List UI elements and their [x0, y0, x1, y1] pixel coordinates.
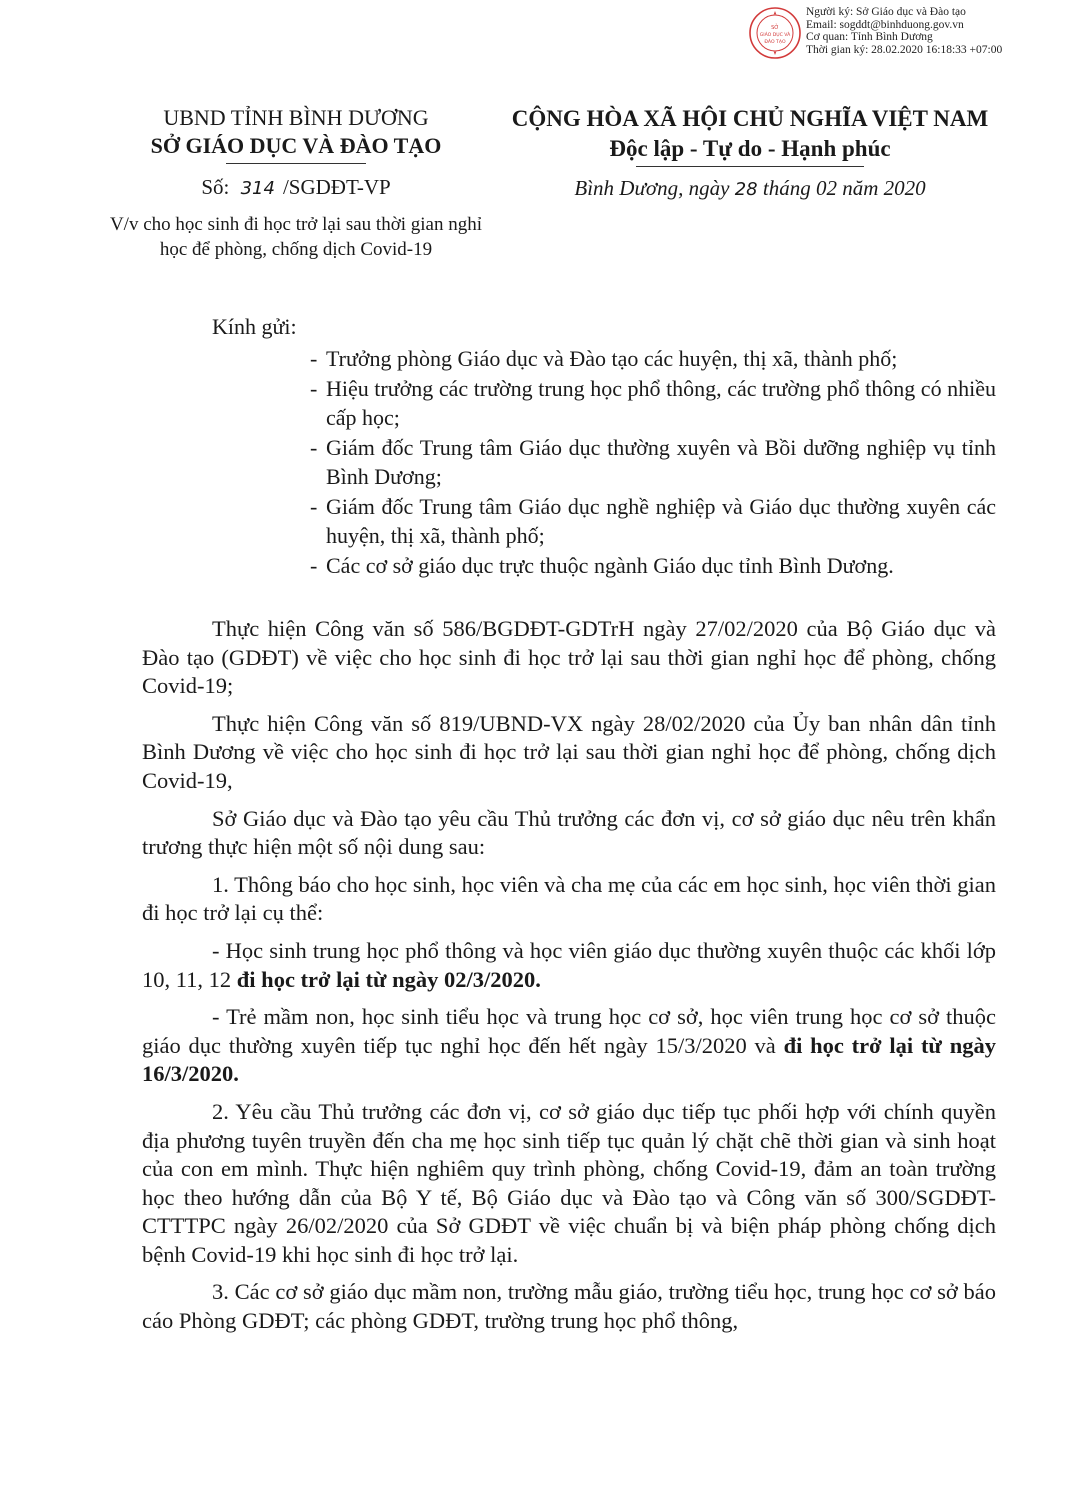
recipient-text: Giám đốc Trung tâm Giáo dục nghề nghiệp và Giáo dục thường xuyên các huyện, thị xã, thành phố;: [326, 494, 996, 548]
body-paragraph-3: Sở Giáo dục và Đào tạo yêu cầu Thủ trưởng các đơn vị, cơ sở giáo dục nêu trên khẩn trương thực hiện một số nội dung sau:: [142, 805, 996, 860]
place-date-suffix: tháng 02 năm 2020: [762, 176, 926, 200]
document-subject: V/v cho học sinh đi học trở lại sau thời gian nghỉ học để phòng, chống dịch Covid-19: [109, 214, 483, 260]
body-paragraph-5-text: - Học sinh trung học phổ thông và học viên giáo dục thường xuyên thuộc các khối lớp 10, 11, 12: [142, 937, 996, 992]
signature-email: Email: sogddt@binhduong.gov.vn: [806, 18, 964, 31]
body-paragraph-1: Thực hiện Công văn số 586/BGDĐT-GDTrH ngày 27/02/2020 của Bộ Giáo dục và Đào tạo (GDĐT) về việc cho học sinh đi học trở lại sau thời gian nghỉ học để phòng, chống Covid-19;: [142, 616, 996, 699]
document-number-suffix: /SGDĐT-VP: [282, 175, 391, 199]
issuer-authority: UBND TỈNH BÌNH DƯƠNG: [163, 105, 429, 130]
recipient-text: Các cơ sở giáo dục trực thuộc ngành Giáo dục tỉnh Bình Dương.: [326, 553, 894, 578]
nation-motto: Độc lập - Tự do - Hạnh phúc: [609, 136, 891, 161]
svg-text:GIÁO DỤC VÀ: GIÁO DỤC VÀ: [759, 33, 791, 38]
recipient-text: Trưởng phòng Giáo dục và Đào tạo các huyện, thị xã, thành phố;: [326, 346, 898, 371]
recipient-list: [310, 344, 996, 580]
document-number-value: 314: [240, 178, 275, 199]
body-paragraph-4: 1. Thông báo cho học sinh, học viên và cha mẹ của các em học sinh, học viên thời gian đi học trở lại cụ thể:: [142, 871, 996, 926]
document-number: [100, 174, 492, 202]
document-body: [142, 615, 996, 1345]
recipient-item: - Giám đốc Trung tâm Giáo dục thường xuyên và Bồi dưỡng nghiệp vụ tỉnh Bình Dương;: [310, 435, 996, 489]
body-paragraph-5: [142, 937, 996, 994]
national-header: [486, 104, 1014, 203]
place-date: [486, 175, 1014, 203]
recipient-text: Giám đốc Trung tâm Giáo dục thường xuyên và Bồi dưỡng nghiệp vụ tỉnh Bình Dương;: [326, 435, 996, 489]
motto-underline: [636, 166, 864, 167]
signature-agency: Cơ quan: Tỉnh Bình Dương: [806, 31, 933, 43]
recipient-text: Hiệu trưởng các trường trung học phổ thông, các trường phổ thông có nhiều cấp học;: [326, 376, 996, 430]
body-paragraph-5-bold: đi học trở lại từ ngày 02/3/2020.: [236, 966, 541, 992]
issuer-header: [100, 104, 492, 262]
body-paragraph-6-text: - Trẻ mầm non, học sinh tiểu học và trung học cơ sở, học viên trung học cơ sở thuộc giáo dục thường xuyên tiếp tục nghỉ học đến hết ngày 15/3/2020 và: [142, 1004, 996, 1058]
body-paragraph-2: Thực hiện Công văn số 819/UBND-VX ngày 28/02/2020 của Ủy ban nhân dân tỉnh Bình Dương về việc cho học sinh đi học trở lại sau thời gian nghỉ học để phòng, chống dịch Covid-19,: [142, 710, 996, 793]
greeting: Kính gửi:: [212, 314, 297, 339]
body-paragraph-6-bold: đi học trở lại từ ngày 16/3/2020.: [142, 1032, 996, 1087]
issuer-underline: [226, 163, 366, 164]
body-paragraph-8: 3. Các cơ sở giáo dục mầm non, trường mẫu giáo, trường tiểu học, trung học cơ sở báo cáo Phòng GDĐT; các phòng GDĐT, trường trung học phổ thông,: [142, 1279, 996, 1334]
svg-text:ĐÀO TẠO: ĐÀO TẠO: [764, 40, 786, 45]
svg-text:SỞ: SỞ: [771, 25, 779, 31]
place-date-day: 28: [734, 179, 758, 200]
signature-time: Thời gian ký: 28.02.2020 16:18:33 +07:00: [806, 43, 1003, 56]
document-number-prefix: Số:: [201, 175, 230, 199]
body-paragraph-7: 2. Yêu cầu Thủ trưởng các đơn vị, cơ sở giáo dục tiếp tục phối hợp với chính quyền địa phương tuyên truyền đến cha mẹ học sinh tiếp tục quản lý chặt chẽ thời gian và sinh hoạt của con em mình. Thực hiện nghiêm quy trình phòng, chống Covid-19, đảm an toàn trường học theo hướng dẫn của Bộ Y tế, Bộ Giáo dục và Đào tạo và Công văn số 300/SGDĐT-CTTTPC ngày 26/02/2020 của Sở GDĐT về việc chuẩn bị và biện pháp phòng chống dịch bệnh Covid-19 khi học sinh đi học trở lại.: [142, 1098, 996, 1267]
recipient-item: - Giám đốc Trung tâm Giáo dục nghề nghiệp và Giáo dục thường xuyên các huyện, thị xã, thành phố;: [310, 494, 996, 548]
body-paragraph-6: [142, 1003, 996, 1089]
nation-title: CỘNG HÒA XÃ HỘI CHỦ NGHĨA VIỆT NAM: [511, 106, 989, 131]
signature-signer: Người ký: Sở Giáo dục và Đào tạo: [806, 6, 966, 18]
recipient-item: - Hiệu trưởng các trường trung học phổ thông, các trường phổ thông có nhiều cấp học;: [310, 376, 996, 430]
issuer-department: SỞ GIÁO DỤC VÀ ĐÀO TẠO: [150, 133, 442, 158]
recipient-item: - Trưởng phòng Giáo dục và Đào tạo các huyện, thị xã, thành phố;: [310, 344, 996, 373]
recipient-item: - Các cơ sở giáo dục trực thuộc ngành Giáo dục tỉnh Bình Dương.: [310, 551, 996, 580]
signature-stamp: [748, 6, 802, 60]
signature-info: [806, 6, 1002, 56]
place-date-prefix: Bình Dương, ngày: [574, 176, 730, 200]
